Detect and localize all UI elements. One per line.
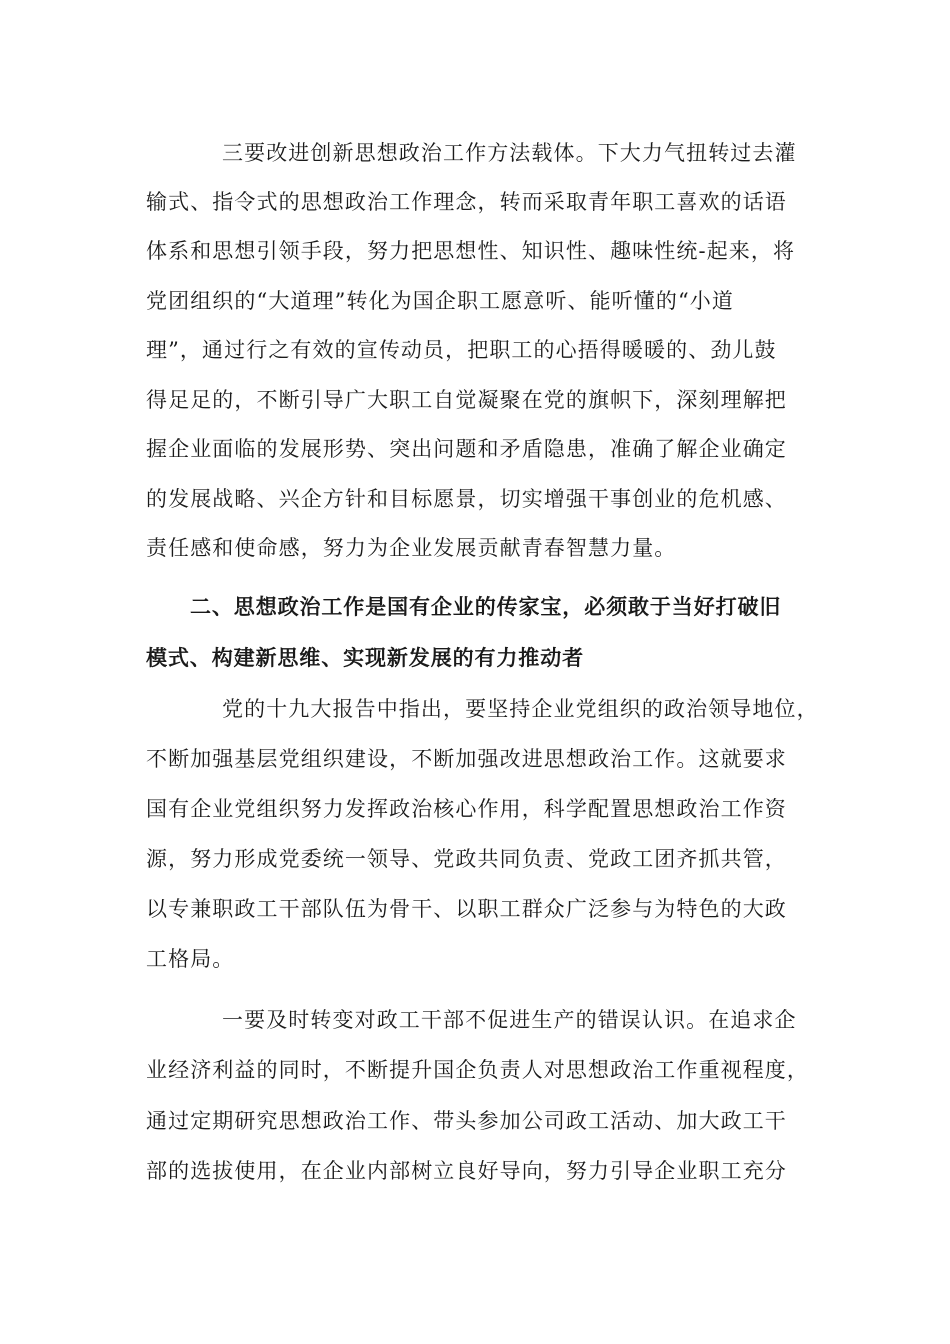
heading-line: 模式、构建新思维、实现新发展的有力推动者 bbox=[146, 646, 584, 670]
paragraph-line: 业经济利益的同时，不断提升国企负责人对思想政治工作重视程度， bbox=[146, 1058, 809, 1082]
paragraph-line: 握企业面临的发展形势、突出问题和矛盾隐患，准确了解企业确定 bbox=[146, 437, 787, 461]
paragraph-line: 责任感和使命感，努力为企业发展贡献青春智慧力量。 bbox=[146, 536, 677, 560]
paragraph-line: 理”，通过行之有效的宣传动员，把职工的心捂得暖暖的、劲儿鼓 bbox=[146, 338, 777, 362]
paragraph-line: 党团组织的“大道理”转化为国企职工愿意听、能听懂的“小道 bbox=[146, 289, 735, 313]
paragraph-line: 部的选拔使用，在企业内部树立良好导向，努力引导企业职工充分 bbox=[146, 1159, 787, 1183]
paragraph-line: 的发展战略、兴企方针和目标愿景，切实增强干事创业的危机感、 bbox=[146, 487, 787, 511]
paragraph-line: 源，努力形成党委统一领导、党政共同负责、党政工团齐抓共管， bbox=[146, 847, 787, 871]
paragraph-line: 输式、指令式的思想政治工作理念，转而采取青年职工喜欢的话语 bbox=[146, 190, 787, 214]
paragraph-line: 通过定期研究思想政治工作、带头参加公司政工活动、加大政工干 bbox=[146, 1109, 787, 1133]
paragraph-line: 不断加强基层党组织建设，不断加强改进思想政治工作。这就要求 bbox=[146, 747, 787, 771]
heading-line: 二、思想政治工作是国有企业的传家宝，必须敢于当好打破旧 bbox=[190, 595, 782, 619]
paragraph-line: 以专兼职政工干部队伍为骨干、以职工群众广泛参与为特色的大政 bbox=[146, 897, 787, 921]
paragraph-line: 国有企业党组织努力发挥政治核心作用，科学配置思想政治工作资 bbox=[146, 797, 787, 821]
paragraph-line: 一要及时转变对政工干部不促进生产的错误认识。在追求企 bbox=[222, 1008, 797, 1032]
paragraph-line: 党的十九大报告中指出，要坚持企业党组织的政治领导地位， bbox=[222, 697, 819, 721]
paragraph-line: 工格局。 bbox=[146, 947, 235, 971]
paragraph-line: 三要改进创新思想政治工作方法载体。下大力气扭转过去灌 bbox=[222, 141, 797, 165]
paragraph-line: 得足足的，不断引导广大职工自觉凝聚在党的旗帜下，深刻理解把 bbox=[146, 388, 787, 412]
paragraph-line: 体系和思想引领手段，努力把思想性、知识性、趣味性统-起来，将 bbox=[146, 239, 796, 263]
